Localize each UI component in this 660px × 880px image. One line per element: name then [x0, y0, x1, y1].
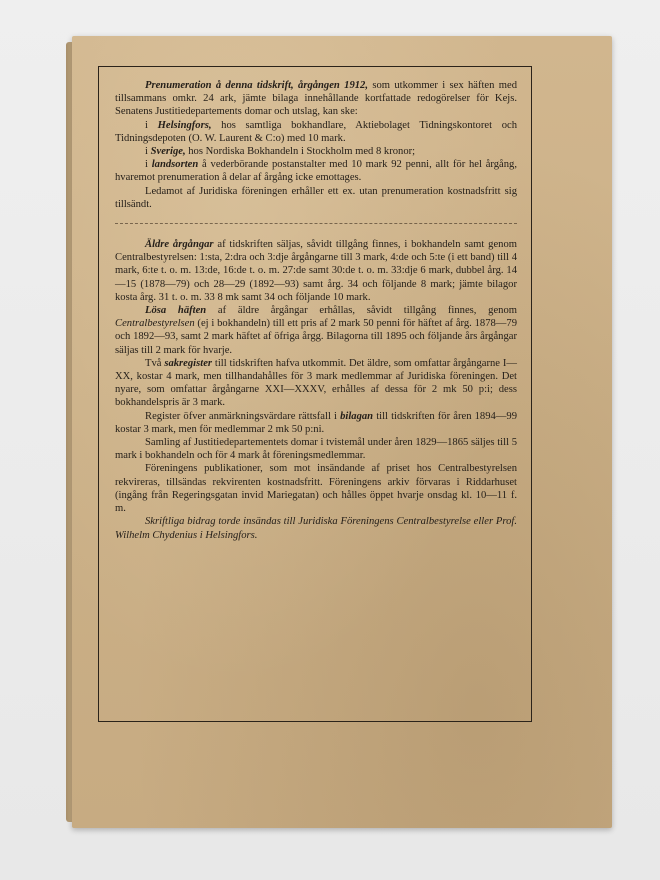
sverige-paragraph — [115, 145, 517, 158]
subscription-text: som utkommer i sex häften med tillsammans omkr. 24 ark, jämte bilaga innehållande kortfattade redogörelser för Kejs. Senatens Justitiedepartements domar och utslag, kan ske: — [115, 80, 517, 118]
publications-paragraph: Föreningens publikationer, som mot insändande af priset hos Centralbestyrelsen rekvireras, tillsändas rekvirenten kostnadsfritt. Föreningens arkiv förvaras i Riddarhuset (ingång från Regeringsgatan invid Mariegatan) och hålles öppet hvarje onsdag kl. 10—11 f. m. — [115, 463, 517, 515]
case-register-paragraph — [115, 410, 517, 436]
member-paragraph: Ledamot af Juridiska föreningen erhåller ett ex. utan prenumeration kostnadsfritt sig tillsändt. — [115, 185, 517, 210]
helsingfors-text: hos samtliga bokhandlare, Aktiebolaget Tidningskontoret och Tidningsdepoten (O. W. Laurent & C:o) med 10 mark. — [115, 119, 518, 144]
case-register-text: till tidskriften för åren 1894—99 kostar 3 mark, men för medlemmar 2 mk 50 p:ni. — [115, 410, 517, 435]
judgments-collection-paragraph: Samling af Justitiedepartementets domar i tvistemål under åren 1829—1865 säljes till 5 mark i bokhandeln och för 4 mark åt föreningsmedlemmar. — [115, 437, 517, 462]
subscription-paragraph — [115, 79, 517, 119]
subject-registers-text: till tidskriften hafva utkommit. Det äldre, som omfattar årgångarne I—XX, kostar 4 mark, men tillhandahålles för 3 mark medlemmar af Juridiska föreningen. Det nyare, som omfattar årgångarne XXI—XXXV, erhålles af dessa för 2 mk 50 p:i; dess bokhandelspris är 3 mark. — [115, 357, 517, 409]
subject-registers-prefix: Två — [145, 357, 165, 369]
central-board-italic: Centralbestyrelsen — [115, 318, 195, 330]
loose-issues-lead: Lösa häften — [145, 305, 207, 317]
subject-registers-paragraph — [115, 357, 517, 410]
case-register-lead: bilagan — [340, 410, 374, 422]
subject-registers-lead: sakregister — [164, 357, 213, 369]
sverige-prefix: i — [145, 146, 151, 158]
notice-frame — [98, 66, 532, 722]
landsorten-lead: landsorten — [151, 159, 199, 171]
loose-issues-text-1: af äldre årgångar erhållas, såvidt tillgång finnes, genom — [206, 305, 517, 317]
loose-issues-text-2: (ej i bokhandeln) till ett pris af 2 mark 50 penni för häftet af årg. 1878—79 och 1892—93, samt 2 mark häftet af öfriga årgg. Bilagorna till 1895 och följande års årgångar säljas till 2 mark för hvarje. — [115, 318, 517, 356]
helsingfors-lead: Helsingfors, — [157, 119, 212, 131]
section-divider — [115, 223, 517, 224]
case-register-prefix: Register öfver anmärkningsvärdare rättsfall i — [145, 410, 341, 422]
older-volumes-paragraph — [115, 238, 517, 304]
helsingfors-prefix: i — [145, 119, 158, 131]
landsorten-text: å vederbörande postanstalter med 10 mark 92 penni, allt för hel årgång, hvaremot prenumeration å delar af årgång icke emottages. — [115, 159, 518, 184]
sverige-text: hos Nordiska Bokhandeln i Stockholm med 8 kronor; — [185, 146, 416, 158]
subscription-lead: Prenumeration å denna tidskrift, årgången 1912, — [145, 80, 368, 91]
landsorten-paragraph — [115, 158, 517, 184]
sverige-lead: Sverige, — [150, 146, 186, 158]
older-volumes-text: af tidskriften säljas, såvidt tillgång finnes, i bokhandeln samt genom Centralbestyrelsen: 1:sta, 2:dra och 3:dje årgångarne till 3 mark, 4:de och 5:te (i ett band) till 4 mark, 6:te t. o. m. 13:de, 16:de t. o. m. 27:de samt 30:de t. o. m. 33:dje 6 mark, dubbel årg. 14—15 (1878—79) och 28—29 (1892—93) samt årg. 34 och följande 8 mark; jämte bilagor kosta årg. 31 t. o. m. 33 8 mk samt 34 och följande 10 mark. — [115, 239, 517, 303]
loose-issues-paragraph — [115, 304, 517, 357]
contributions-paragraph: Skriftliga bidrag torde insändas till Juridiska Föreningens Centralbestyrelse eller Prof. Wilhelm Chydenius i Helsingfors. — [115, 516, 517, 541]
landsorten-prefix: i — [145, 159, 152, 171]
older-volumes-lead: Äldre årgångar — [145, 239, 214, 251]
helsingfors-paragraph — [115, 119, 517, 145]
